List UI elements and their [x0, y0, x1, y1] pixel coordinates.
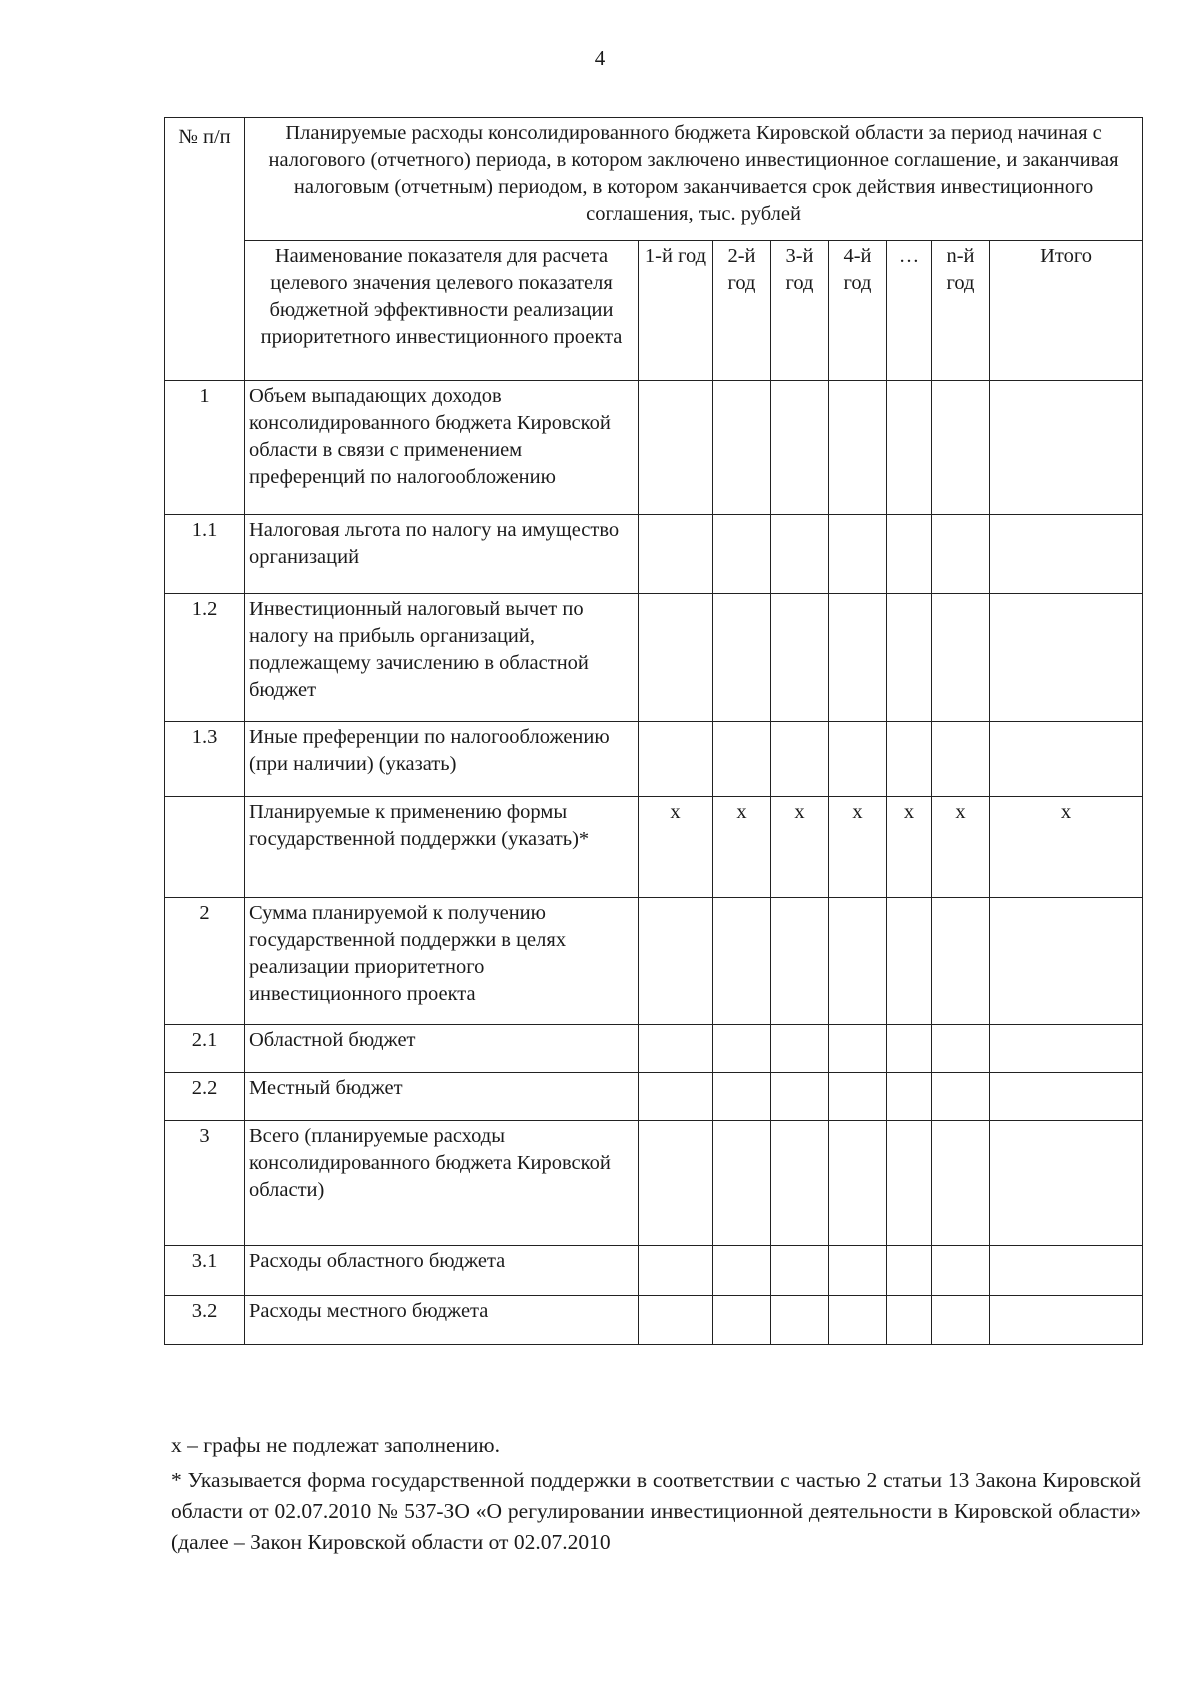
value-cell — [713, 1296, 771, 1345]
row-number: 1.2 — [165, 594, 245, 722]
value-cell — [771, 1246, 829, 1296]
value-cell — [990, 898, 1143, 1025]
value-cell — [887, 898, 932, 1025]
table-row — [165, 1025, 1143, 1073]
row-label: Расходы местного бюджета — [245, 1296, 639, 1345]
value-cell — [713, 1121, 771, 1246]
value-cell — [932, 1073, 990, 1121]
table-row — [165, 515, 1143, 594]
row-number: 2.1 — [165, 1025, 245, 1073]
value-cell — [829, 594, 887, 722]
table-row — [165, 722, 1143, 797]
row-label: Налоговая льгота по налогу на имущество организаций — [245, 515, 639, 594]
header-indicator-label: Наименование показателя для расчета целевого значения целевого показателя бюджетной эффективности реализации приоритетного инвестиционного проекта — [245, 241, 639, 381]
value-cell — [887, 594, 932, 722]
value-cell — [990, 1025, 1143, 1073]
row-number: 3.1 — [165, 1246, 245, 1296]
na-mark: x — [887, 797, 932, 898]
row-number: 2.2 — [165, 1073, 245, 1121]
value-cell — [713, 594, 771, 722]
value-cell — [990, 381, 1143, 515]
value-cell — [639, 1246, 713, 1296]
header-year-3: 3-й год — [771, 241, 829, 381]
row-number: 3 — [165, 1121, 245, 1246]
value-cell — [771, 594, 829, 722]
value-cell — [771, 1121, 829, 1246]
table-row — [165, 1246, 1143, 1296]
na-mark: x — [713, 797, 771, 898]
value-cell — [771, 515, 829, 594]
na-mark: x — [829, 797, 887, 898]
value-cell — [713, 1025, 771, 1073]
header-row-columns — [165, 241, 1143, 381]
value-cell — [887, 1246, 932, 1296]
value-cell — [771, 722, 829, 797]
value-cell — [829, 898, 887, 1025]
row-label: Сумма планируемой к получению государственной поддержки в целях реализации приоритетного инвестиционного проекта — [245, 898, 639, 1025]
value-cell — [932, 381, 990, 515]
footnotes — [171, 1430, 1141, 1562]
header-year-2: 2-й год — [713, 241, 771, 381]
table-row — [165, 1121, 1143, 1246]
value-cell — [990, 515, 1143, 594]
value-cell — [932, 594, 990, 722]
row-label: Расходы областного бюджета — [245, 1246, 639, 1296]
header-year-1: 1-й год — [639, 241, 713, 381]
na-mark: x — [639, 797, 713, 898]
table-row — [165, 1073, 1143, 1121]
row-number: 2 — [165, 898, 245, 1025]
value-cell — [829, 1073, 887, 1121]
value-cell — [713, 515, 771, 594]
header-year-ellipsis: … — [887, 241, 932, 381]
row-label: Иные преференции по налогообложению (при наличии) (указать) — [245, 722, 639, 797]
table-row — [165, 381, 1143, 515]
value-cell — [713, 1073, 771, 1121]
value-cell — [639, 1025, 713, 1073]
table-row — [165, 1296, 1143, 1345]
value-cell — [990, 1121, 1143, 1246]
value-cell — [829, 722, 887, 797]
value-cell — [639, 1296, 713, 1345]
table-row — [165, 594, 1143, 722]
value-cell — [990, 594, 1143, 722]
value-cell — [713, 1246, 771, 1296]
value-cell — [771, 381, 829, 515]
value-cell — [639, 515, 713, 594]
row-label: Объем выпадающих доходов консолидированного бюджета Кировской области в связи с применением преференций по налогообложению — [245, 381, 639, 515]
value-cell — [771, 898, 829, 1025]
value-cell — [887, 722, 932, 797]
footnote-x: x – графы не подлежат заполнению. — [171, 1433, 500, 1457]
value-cell — [887, 381, 932, 515]
value-cell — [771, 1296, 829, 1345]
value-cell — [932, 1246, 990, 1296]
na-mark: x — [990, 797, 1143, 898]
header-row-title — [165, 118, 1143, 241]
value-cell — [639, 1073, 713, 1121]
header-title: Планируемые расходы консолидированного бюджета Кировской области за период начиная с налогового (отчетного) периода, в котором заключено инвестиционное соглашение, и заканчивая налоговым (отчетным) периодом, в котором заканчивается срок действия инвестиционного соглашения, тыс. рублей — [245, 118, 1143, 241]
na-mark: x — [771, 797, 829, 898]
value-cell — [990, 722, 1143, 797]
value-cell — [639, 722, 713, 797]
value-cell — [932, 515, 990, 594]
table-row — [165, 898, 1143, 1025]
value-cell — [771, 1025, 829, 1073]
row-label: Планируемые к применению формы государственной поддержки (указать)* — [245, 797, 639, 898]
value-cell — [932, 1025, 990, 1073]
value-cell — [639, 1121, 713, 1246]
value-cell — [829, 1296, 887, 1345]
header-total: Итого — [990, 241, 1143, 381]
value-cell — [829, 1121, 887, 1246]
value-cell — [887, 1025, 932, 1073]
value-cell — [639, 898, 713, 1025]
row-number: 3.2 — [165, 1296, 245, 1345]
row-number — [165, 797, 245, 898]
value-cell — [932, 898, 990, 1025]
value-cell — [887, 1296, 932, 1345]
value-cell — [887, 1121, 932, 1246]
row-label: Местный бюджет — [245, 1073, 639, 1121]
header-year-n: n-й год — [932, 241, 990, 381]
value-cell — [932, 1121, 990, 1246]
budget-table — [164, 117, 1143, 1345]
value-cell — [639, 594, 713, 722]
row-number: 1.3 — [165, 722, 245, 797]
value-cell — [829, 515, 887, 594]
value-cell — [713, 898, 771, 1025]
value-cell — [829, 1246, 887, 1296]
value-cell — [713, 381, 771, 515]
value-cell — [713, 722, 771, 797]
value-cell — [887, 1073, 932, 1121]
row-label: Областной бюджет — [245, 1025, 639, 1073]
value-cell — [990, 1246, 1143, 1296]
row-number: 1.1 — [165, 515, 245, 594]
row-label: Инвестиционный налоговый вычет по налогу на прибыль организаций, подлежащему зачислению в областной бюджет — [245, 594, 639, 722]
value-cell — [932, 722, 990, 797]
value-cell — [990, 1073, 1143, 1121]
row-label: Всего (планируемые расходы консолидированного бюджета Кировской области) — [245, 1121, 639, 1246]
header-year-4: 4-й год — [829, 241, 887, 381]
value-cell — [887, 515, 932, 594]
footnote-asterisk: * Указывается форма государственной поддержки в соответствии с частью 2 статьи 13 Закона Кировской области от 02.07.2010 № 537-ЗО «О регулировании инвестиционной деятельности в Кировской области» (далее – Закон Кировской области от 02.07.2010 — [171, 1468, 1141, 1554]
header-num-label: № п/п — [165, 118, 245, 381]
value-cell — [771, 1073, 829, 1121]
page-number: 4 — [594, 46, 606, 70]
value-cell — [829, 1025, 887, 1073]
value-cell — [932, 1296, 990, 1345]
value-cell — [990, 1296, 1143, 1345]
value-cell — [639, 381, 713, 515]
table-row — [165, 797, 1143, 898]
na-mark: x — [932, 797, 990, 898]
row-number: 1 — [165, 381, 245, 515]
value-cell — [829, 381, 887, 515]
